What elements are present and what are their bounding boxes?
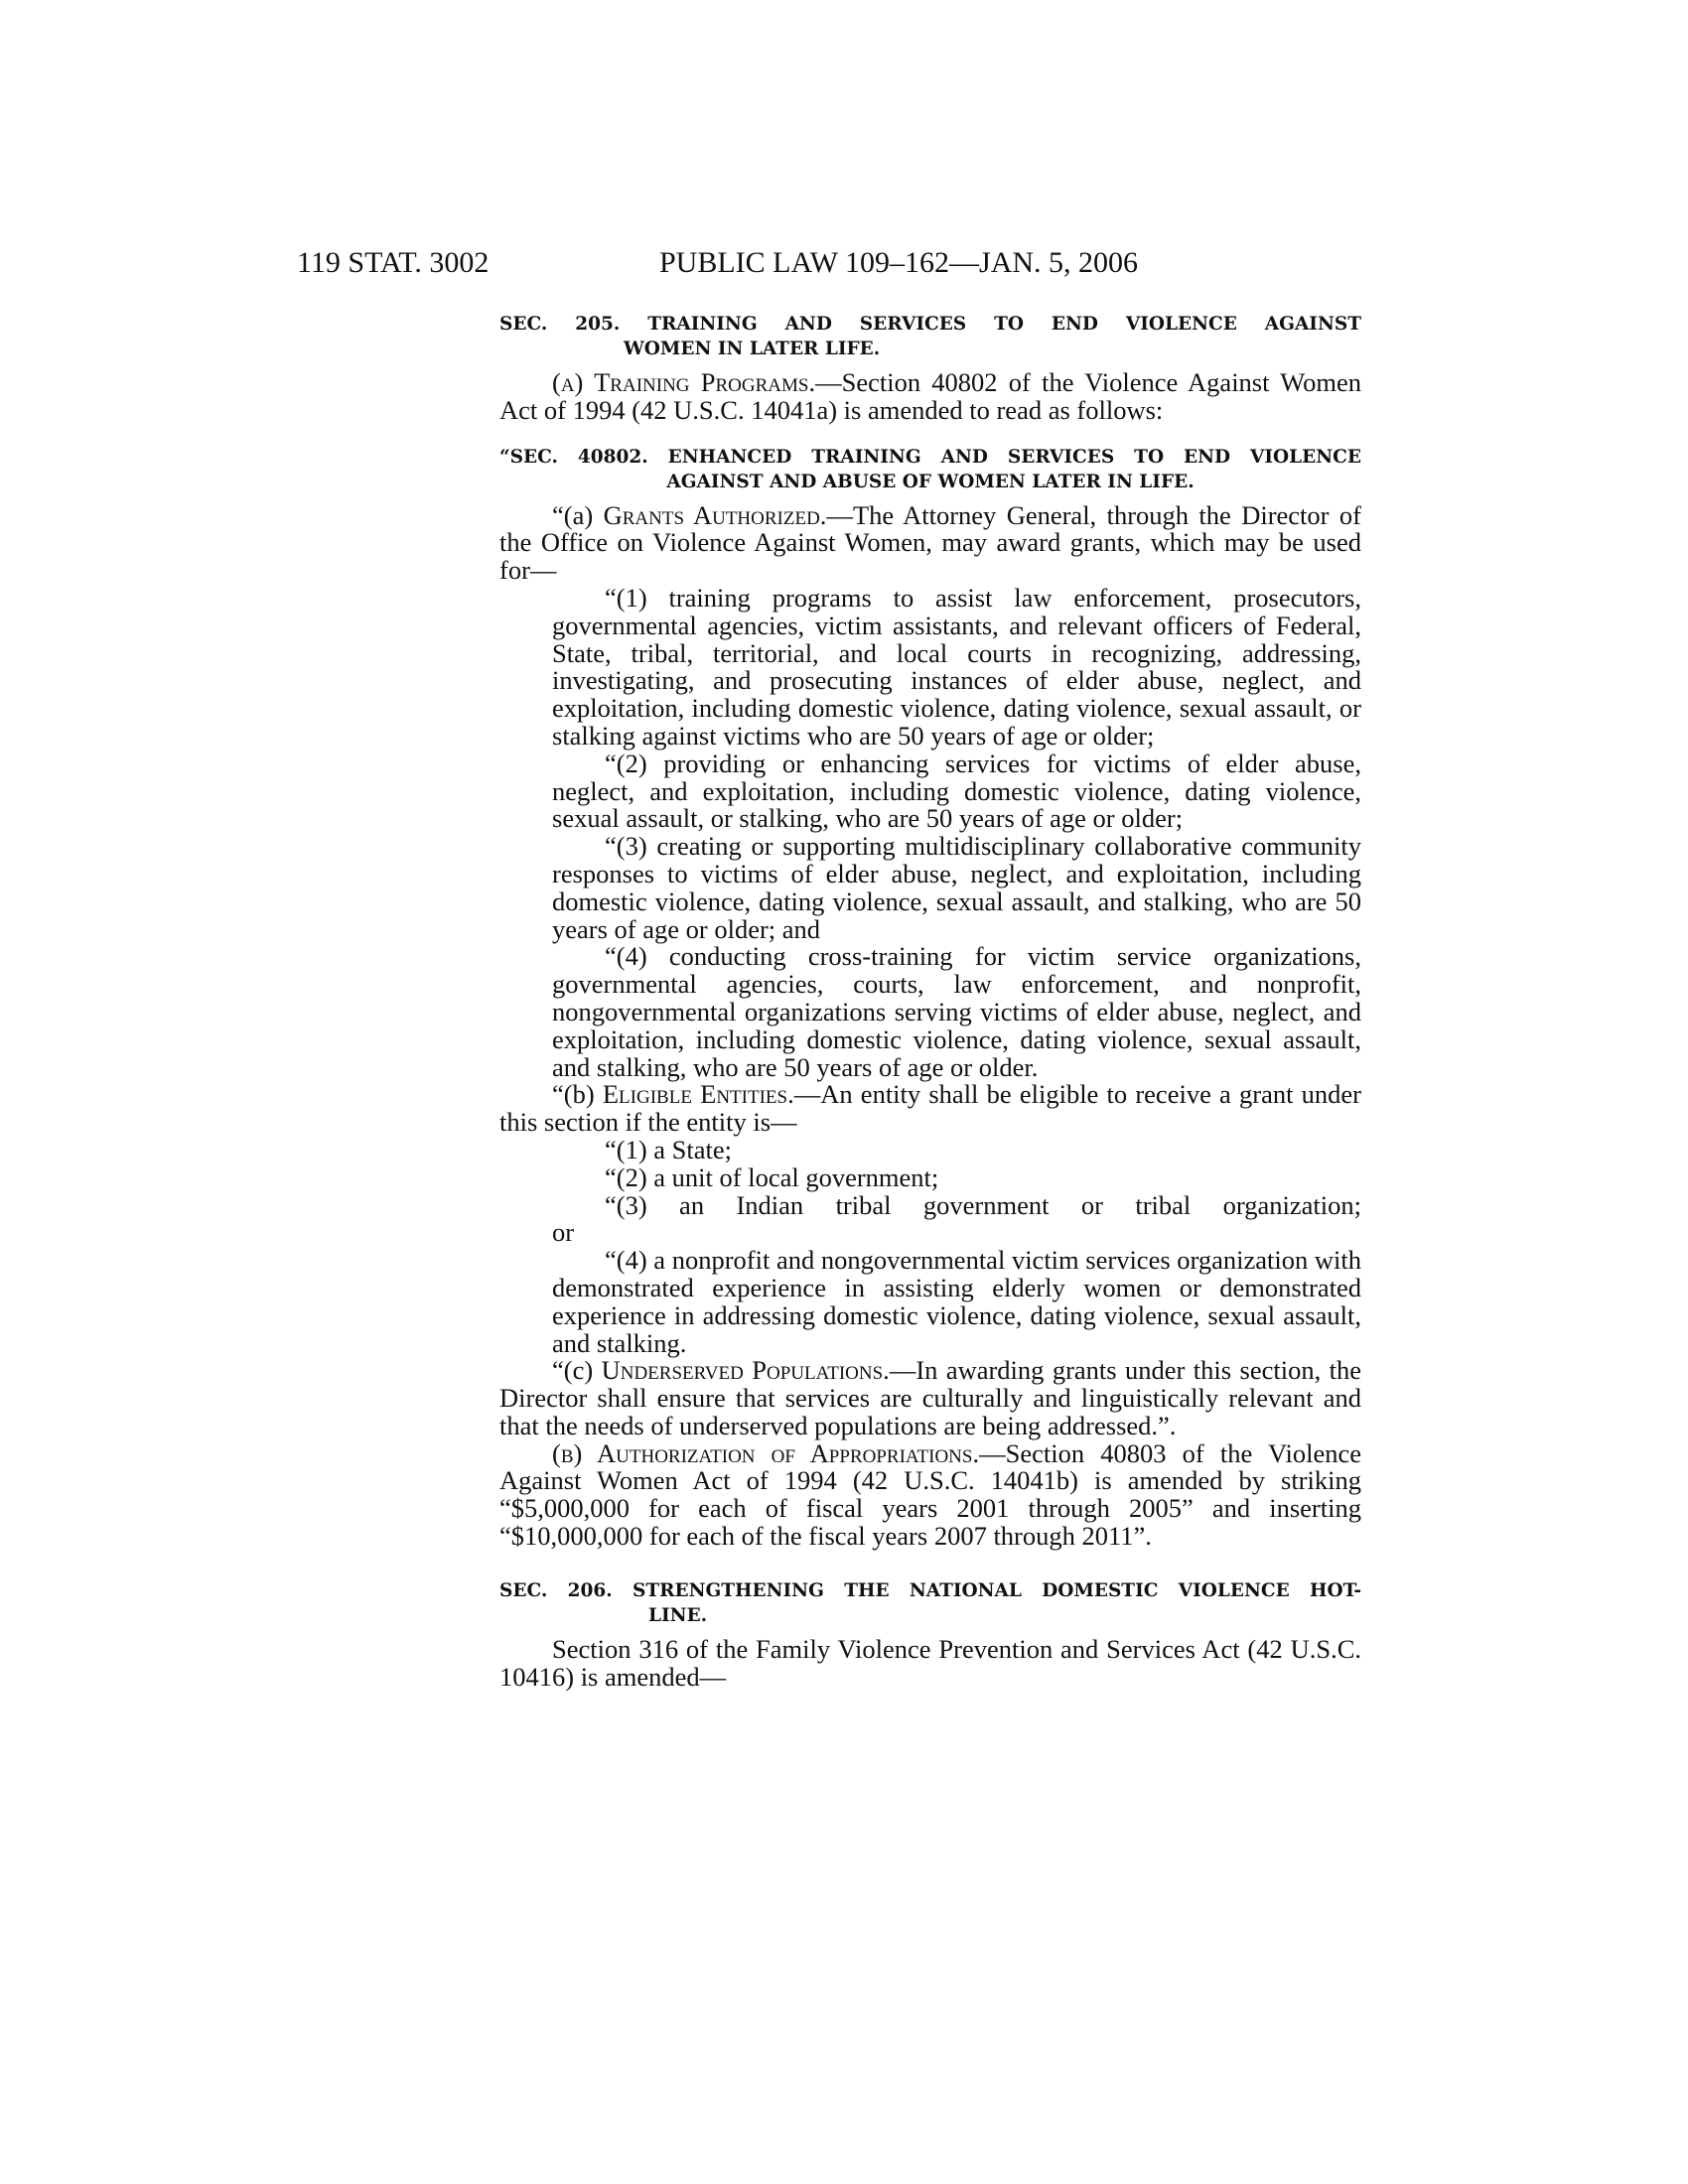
sec-205-a-label: (a) Training Programs. (552, 367, 816, 397)
sec-40802-b-prefix: “(b) (552, 1079, 603, 1110)
eligible-entity-4: “(4) a nonprofit and nongovernmental victim services organization with demonstrated experience in assisting elderly women or demonstrated experience in addressing domestic violence, dating violence, sexual assault, and stalking. (552, 1245, 1361, 1358)
statute-citation: 119 STAT. 3002 (297, 246, 490, 279)
grant-use-item-1: “(1) training programs to assist law enforcement, prosecutors, governmental agencies, victim assistants, and relevant officers of Federal, State, tribal, territorial, and local courts in recognizing, addressing, investigating, and prosecuting instances of elder abuse, neglect, and exploitation, including domestic violence, dating violence, sexual assault, or stalking against victims who are 50 years of age or older; (552, 582, 1361, 751)
sec-40802-b-text: —An entity shall be eligible to receive a grant under this section if the entity is— (499, 1079, 1361, 1138)
grant-use-item-4: “(4) conducting cross-training for victim service organizations, governmental agencies, courts, law enforcement, and nonprofit, nongovernmental organizations serving victims of elder abuse, neglect, and exploitation, including domestic violence, dating violence, sexual assault, and stalking, who are 50 years of age or older. (552, 941, 1361, 1082)
sec-40802-a-text: —The Attorney General, through the Director of the Office on Violence Against Women, may award grants, which may be used for— (499, 499, 1361, 586)
sec-40802-heading: “SEC. 40802. ENHANCED TRAINING AND SERVICES TO END VIOLENCE (499, 446, 1361, 468)
running-head (0, 246, 1688, 286)
sec-40802-c-prefix: “(c) (552, 1355, 602, 1386)
eligible-entity-1: “(1) a State; (605, 1134, 733, 1164)
document-body (499, 312, 1361, 1691)
sec-206-heading: SEC. 206. STRENGTHENING THE NATIONAL DOMESTIC VIOLENCE HOT- (499, 1579, 1361, 1601)
sec-40802-a-label: Grants Authorized. (603, 499, 827, 530)
sec-206-heading-cont: LINE. (648, 1604, 708, 1626)
sec-40802-c-label: Underserved Populations. (601, 1355, 890, 1386)
sec-40802-a-paragraph (499, 499, 1361, 586)
sec-205-heading-cont: WOMEN IN LATER LIFE. (624, 339, 881, 359)
grant-use-item-3: “(3) creating or supporting multidisciplinary collaborative community responses to victims of elder abuse, neglect, and exploitation, including domestic violence, dating violence, sexual assault, and stalking, who are 50 years of age or older; and (552, 831, 1361, 944)
sec-205-b-text: —Section 40803 of the Violence Against Women Act of 1994 (42 U.S.C. 14041b) is amended by striking “$5,000,000 for each of fiscal years 2001 through 2005” and inserting “$10,000,000 for each of the fiscal years 2007 through 2011”. (499, 1437, 1362, 1552)
sec-40802-b-paragraph (499, 1081, 1361, 1137)
sec-40802-heading-cont: AGAINST AND ABUSE OF WOMEN LATER IN LIFE. (666, 471, 1195, 492)
sec-40802-a-prefix: “(a) (552, 499, 604, 530)
sec-205-a-paragraph (499, 369, 1361, 425)
sec-205-b-label: (b) Authorization of Appropriations. (552, 1437, 980, 1468)
grant-use-item-2: “(2) providing or enhancing services for victims of elder abuse, neglect, and exploitation, including domestic violence, dating violence, sexual assault, or stalking, who are 50 years of age or older; (552, 748, 1361, 834)
sec-205-a-text: —Section 40802 of the Violence Against Women Act of 1994 (42 U.S.C. 14041a) is amended to read as follows: (499, 367, 1362, 425)
public-law-title: PUBLIC LAW 109–162—JAN. 5, 2006 (659, 246, 1139, 279)
sec-205-heading: SEC. 205. TRAINING AND SERVICES TO END VIOLENCE AGAINST (499, 314, 1361, 335)
eligible-entity-or: or (552, 1217, 575, 1248)
eligible-entity-3: “(3) an Indian tribal government or tribal organization; (605, 1189, 1361, 1220)
sec-40802-c-text: —In awarding grants under this section, the Director shall ensure that services are culturally and linguistically relevant and that the needs of underserved populations are being addressed.”. (499, 1355, 1361, 1440)
sec-40802-c-paragraph (499, 1357, 1361, 1439)
sec-206-paragraph: Section 316 of the Family Violence Prevention and Services Act (42 U.S.C. 10416) is amended— (499, 1633, 1361, 1692)
eligible-entity-2: “(2) a unit of local government; (605, 1161, 939, 1192)
sec-40802-b-label: Eligible Entities. (602, 1079, 794, 1110)
sec-205-b-paragraph (499, 1437, 1362, 1552)
